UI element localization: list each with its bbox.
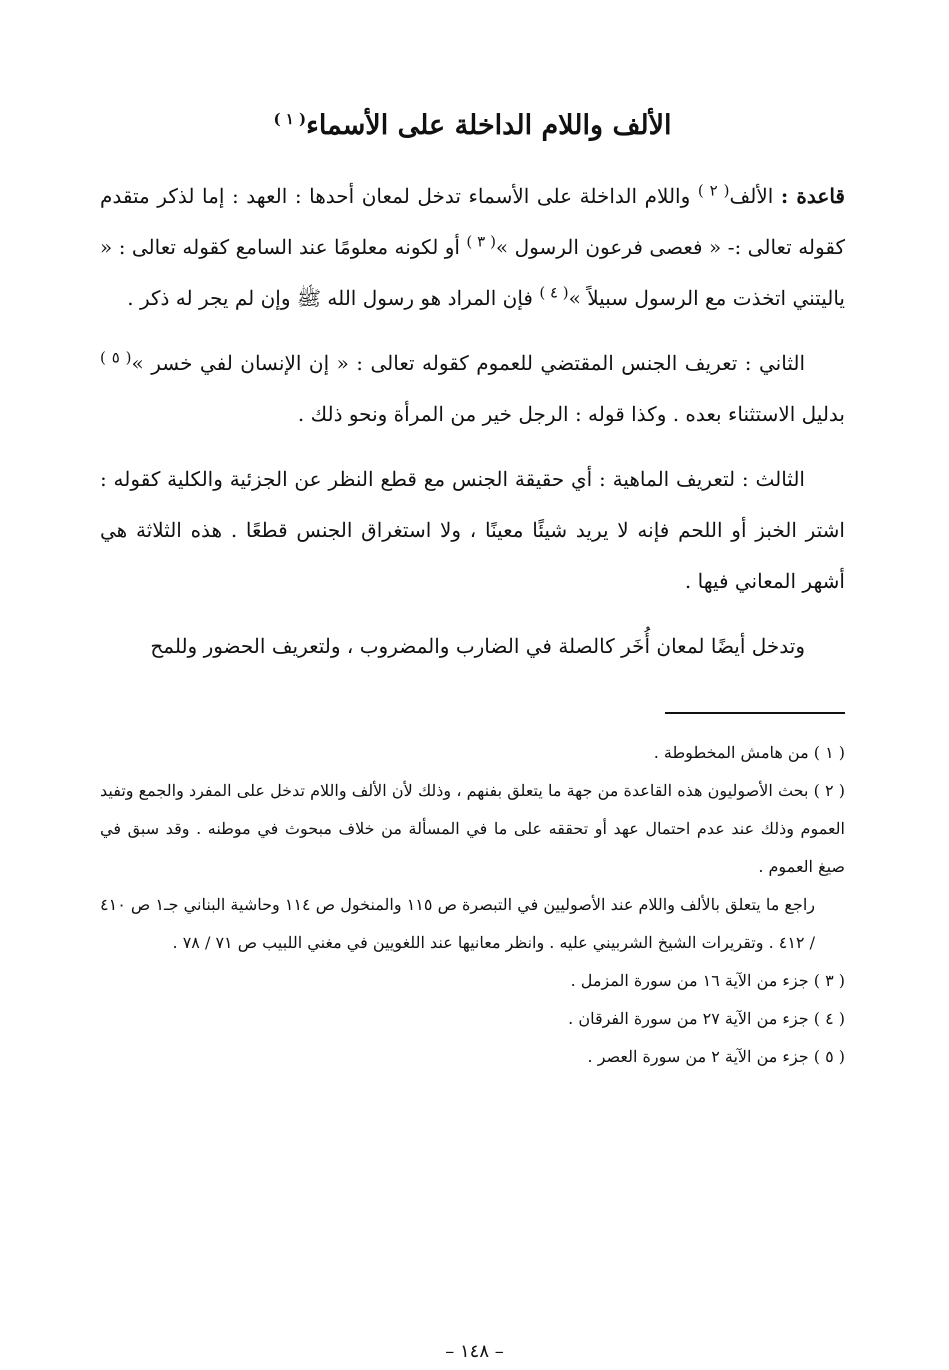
- footnote-ref-5: ( ٥ ): [100, 348, 132, 367]
- paragraph-third: الثالث : لتعريف الماهية : أي حقيقة الجنس مع قطع النظر عن الجزئية والكلية كقوله : اشتر الخبز أو اللحم فإنه لا يريد شيئًا معينًا ، ولا استغراق الجنس قطعًا . هذه الثلاثة هي أشهر المعاني فيها .: [100, 467, 845, 593]
- footnote-divider: [665, 712, 845, 714]
- rule-text-c: أو لكونه معلومًا عند السامع كقوله تعالى : « ياليتني اتخذت مع الرسول سبيلاً »: [100, 235, 845, 310]
- footnote-4: ( ٤ ) جزء من الآية ٢٧ من سورة الفرقان .: [568, 1009, 845, 1028]
- rule-text-a: الألف: [729, 184, 781, 208]
- footnotes: [100, 734, 845, 1076]
- paragraph-rule: [100, 171, 845, 324]
- second-text-b: بدليل الاستثناء بعده . وكذا قوله : الرجل خير من المرأة ونحو ذلك .: [297, 402, 845, 426]
- page-title: [100, 110, 845, 141]
- rule-text-b: واللام الداخلة على الأسماء تدخل لمعان أحدها : العهد : إما لذكر متقدم كقوله تعالى :- « فعصى فرعون الرسول »: [100, 184, 845, 259]
- title-footnote-ref: ( ١ ): [273, 110, 307, 128]
- footnote-1: ( ١ ) من هامش المخطوطة .: [653, 743, 845, 762]
- rule-label: قاعدة :: [780, 184, 845, 208]
- footnote-ref-4: ( ٤ ): [539, 283, 569, 302]
- page-number: – ١٤٨ –: [445, 1341, 504, 1362]
- rule-text-d: فإن المراد هو رسول الله ﷺ وإن لم يجر له ذكر .: [127, 286, 540, 310]
- footnote-ref-2: ( ٢ ): [697, 181, 730, 200]
- footnote-5: ( ٥ ) جزء من الآية ٢ من سورة العصر .: [587, 1047, 845, 1066]
- paragraph-second: [100, 338, 845, 440]
- footnote-3: ( ٣ ) جزء من الآية ١٦ من سورة المزمل .: [570, 971, 845, 990]
- paragraph-fourth: وتدخل أيضًا لمعان أُخَر كالصلة في الضارب والمضروب ، ولتعريف الحضور وللمح: [150, 634, 805, 658]
- footnote-ref-3: ( ٣ ): [466, 232, 496, 251]
- footnote-2-continued: راجع ما يتعلق بالألف واللام عند الأصوليين في التبصرة ص ١١٥ والمنخول ص ١١٤ وحاشية البناني جـ١ ص ٤١٠ / ٤١٢ . وتقريرات الشيخ الشربيني عليه . وانظر معانيها عند اللغويين في مغني اللبيب ص ٧١ / ٧٨ .: [100, 895, 816, 952]
- title-text: الألف واللام الداخلة على الأسماء: [306, 110, 672, 141]
- footnote-2: ( ٢ ) بحث الأصوليون هذه القاعدة من جهة ما يتعلق بفنهم ، وذلك لأن الألف واللام تدخل على المفرد والجمع وتفيد العموم وذلك عند عدم احتمال عهد أو تحققه على ما في المسألة من خلاف مبحوث في موطنه . وقد سبق في صيغ العموم .: [100, 781, 846, 876]
- second-text-a: الثاني : تعريف الجنس المقتضي للعموم كقوله تعالى : « إن الإنسان لفي خسر »: [131, 351, 805, 375]
- document-page: [100, 100, 845, 1300]
